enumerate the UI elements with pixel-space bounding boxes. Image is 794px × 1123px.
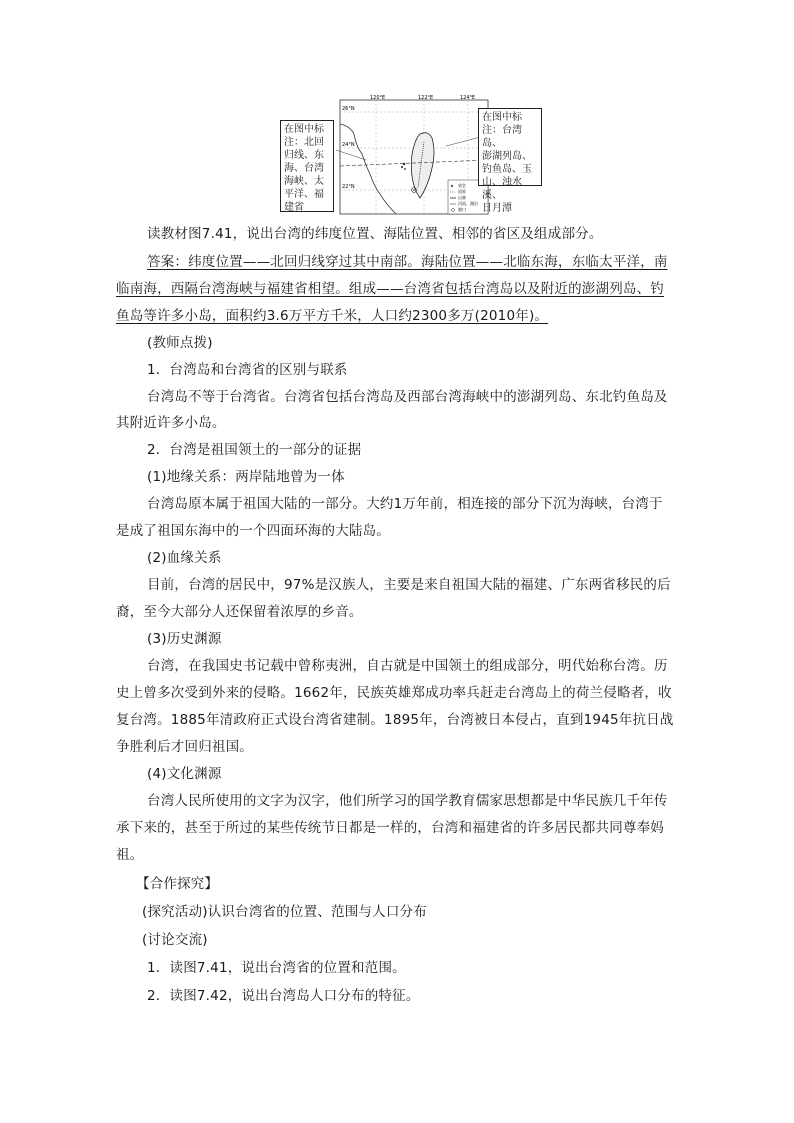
lat-label: 26°N: [342, 106, 355, 112]
annotation-box-left: [280, 120, 334, 212]
map-graphic: [336, 94, 492, 218]
answer-line: 鱼岛等许多小岛，面积约3.6万平方千米，人口约2300多万(2010年)。: [116, 308, 549, 324]
annotation-box-right: [478, 108, 542, 214]
paragraph-line: 复台湾。1885年清政府正式设台湾省建制。1895年，台湾被日本侵占，直到1945年抗日战: [116, 712, 674, 728]
annotation-line: 建省: [284, 202, 304, 213]
paragraph-line: 争胜利后才回归祖国。: [116, 739, 253, 755]
subsection-heading: (1)地缘关系：两岸陆地曾为一体: [147, 469, 345, 485]
annotation-line: 注：台湾岛、: [482, 125, 522, 149]
paragraph-line: 台湾，在我国史书记载中曾称夷洲，自古就是中国领土的组成部分，明代始称台湾。历: [147, 658, 668, 674]
paragraph-line: 是成了祖国东海中的一个四面环海的大陆岛。: [116, 523, 390, 539]
answer-line: 临南海，西隔台湾海峡与福建省相望。组成——台湾省包括台湾岛以及附近的澎湖列岛、钓: [116, 281, 664, 297]
question-text: 读教材图7.41，说出台湾的纬度位置、海陆位置、相邻的省区及组成部分。: [147, 226, 603, 242]
annotation-line: 山、浊水溪、: [482, 177, 522, 201]
section-heading: 2．台湾是祖国领土的一部分的证据: [147, 442, 362, 458]
discussion-question: 2．读图7.42，说出台湾岛人口分布的特征。: [147, 988, 420, 1004]
subsection-heading: (2)血缘关系: [147, 550, 222, 566]
teacher-tip-heading: (教师点拨): [147, 335, 213, 351]
annotation-line: 注：北回: [284, 137, 324, 148]
taiwan-map-figure: [280, 94, 548, 218]
lon-label: 122°E: [418, 95, 434, 101]
paragraph-line: 史上曾多次受到外来的侵略。1662年，民族英雄郑成功率兵赶走台湾岛上的荷兰侵略者，收: [116, 685, 672, 701]
section-heading: 1．台湾岛和台湾省的区别与联系: [147, 362, 348, 378]
cooperation-heading: 【合作探究】: [136, 876, 219, 892]
legend-item: 省会: [458, 183, 466, 188]
discussion-question: 1．读图7.41，说出台湾省的位置和范围。: [147, 960, 406, 976]
annotation-line: 海峡、太: [284, 176, 324, 187]
paragraph-line: 台湾岛原本属于祖国大陆的一部分。大约1万年前，相连接的部分下沉为海峡，台湾于: [147, 496, 663, 512]
annotation-line: 日月潭: [482, 203, 512, 214]
lon-label: 124°E: [460, 95, 476, 101]
annotation-line: 钓鱼岛、玉: [482, 164, 532, 175]
paragraph-line: 裔，至今大部分人还保留着浓厚的乡音。: [116, 604, 363, 620]
annotation-line: 海、台湾: [284, 163, 324, 174]
subsection-heading: (4)文化渊源: [147, 766, 222, 782]
annotation-line: 归线、东: [284, 150, 324, 161]
subsection-heading: (3)历史渊源: [147, 631, 222, 647]
annotation-line: 在图中标: [482, 112, 522, 123]
annotation-line: 澎湖列岛、: [482, 151, 532, 162]
lon-label: 120°E: [370, 95, 386, 101]
lat-label: 24°N: [342, 142, 355, 148]
lat-label: 22°N: [342, 184, 355, 190]
legend-item: 国界: [458, 189, 466, 194]
paragraph-line: 祖。: [116, 847, 144, 863]
paragraph-line: 台湾岛不等于台湾省。台湾省包括台湾岛及西部台湾海峡中的澎湖列岛、东北钓鱼岛及: [147, 389, 668, 405]
annotation-line: 平洋、福: [284, 189, 324, 200]
legend-item: 港口: [458, 207, 466, 212]
paragraph-line: 台湾人民所使用的文字为汉字，他们所学习的国学教育儒家思想都是中华民族几千年传: [147, 793, 668, 809]
legend-item: 山脉: [458, 195, 466, 200]
paragraph-line: 承下来的，甚至于所过的某些传统节日都是一样的，台湾和福建省的许多居民都共同尊奉妈: [116, 820, 664, 836]
answer-line: 答案：纬度位置——北回归线穿过其中南部。海陆位置——北临东海，东临太平洋，南: [147, 254, 668, 270]
discussion-heading: (讨论交流): [142, 932, 208, 948]
annotation-line: 在图中标: [284, 124, 324, 135]
legend-item: 河流、湖泊: [458, 201, 478, 206]
paragraph-line: 目前，台湾的居民中，97%是汉族人，主要是来自祖国大陆的福建、广东两省移民的后: [147, 577, 671, 593]
paragraph-line: 其附近许多小岛。: [116, 415, 226, 431]
activity-heading: (探究活动)认识台湾省的位置、范围与人口分布: [142, 904, 427, 920]
